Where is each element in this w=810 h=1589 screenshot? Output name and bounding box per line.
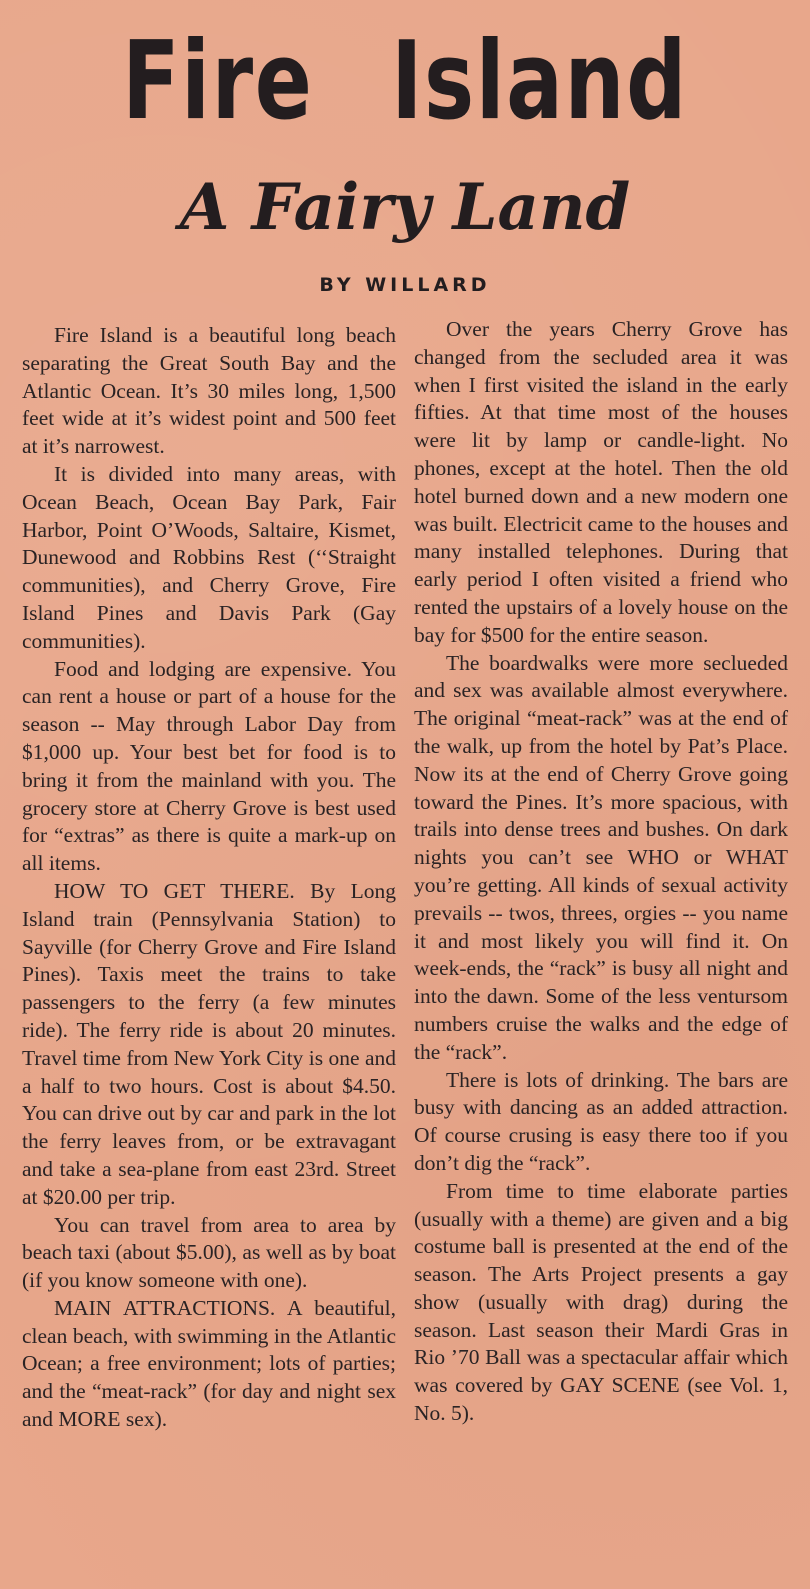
article-byline: BY WILLARD bbox=[319, 274, 491, 296]
right-column bbox=[414, 316, 788, 1428]
paragraph: It is divided into many areas, with Ocean Beach, Ocean Bay Park, Fair Harbor, Point O’Woods, Saltaire, Kismet, Dunewood and Robbins Rest (‘‘Straight communities), and Cherry Grove, Fire Island Pines and Davis Park (Gay communities). bbox=[22, 461, 396, 653]
paragraph: Fire Island is a beautiful long beach separating the Great South Bay and the Atlantic Ocean. It’s 30 miles long, 1,500 feet wide at it’s widest point and 500 feet at it’s narrowest. bbox=[22, 323, 396, 459]
paragraph: MAIN ATTRACTIONS. A beautiful, clean beach, with swimming in the Atlantic Ocean; a free environment; lots of parties; and the “meat-rack” (for day and night sex and MORE sex). bbox=[22, 1295, 396, 1432]
paragraph: Food and lodging are expensive. You can rent a house or part of a house for the season -- May through Labor Day from $1,000 up. Your best bet for food is to bring it from the mainland with you. The grocery store at Cherry Grove is best used for “extras” as there is quite a mark-up on all items. bbox=[22, 656, 396, 876]
paragraph: There is lots of drinking. The bars are busy with dancing as an added attraction. Of course crusing is easy there too if you don’t dig the “rack”. bbox=[414, 1067, 788, 1175]
article-subtitle: A Fairy Land bbox=[179, 170, 631, 245]
left-column bbox=[22, 322, 396, 1434]
article-title: Fire Island bbox=[122, 19, 688, 144]
paragraph: Over the years Cherry Grove has changed from the secluded area it was when I first visited the island in the early fifties. At that time most of the houses were lit by lamp or candle-light. No phones, except at the hotel. Then the old hotel burned down and a new modern one was built. Electricit came to the houses and many installed telephones. During that early period I often visited a friend who rented the upstairs of a lovely house on the bay for $500 for the entire season. bbox=[414, 317, 788, 647]
paragraph: You can travel from area to area by beach taxi (about $5.00), as well as by boat (if you know someone with one). bbox=[22, 1212, 396, 1293]
paragraph: From time to time elaborate parties (usually with a theme) are given and a big costume ball is presented at the end of the season. The Arts Project presents a gay show (usually with drag) during the season. Last season their Mardi Gras in Rio ’70 Ball was a spectacular affair which was covered by GAY SCENE (see Vol. 1, No. 5). bbox=[414, 1178, 788, 1426]
paragraph: HOW TO GET THERE. By Long Island train (Pennsylvania Station) to Sayville (for Cherry Grove and Fire Island Pines). Taxis meet the trains to take passengers to the ferry (a few minutes ride). The ferry ride is about 20 minutes. Travel time from New York City is one and a half to two hours. Cost is about $4.50. You can drive out by car and park in the lot the ferry leaves from, or be extravagant and take a sea-plane from east 23rd. Street at $20.00 per trip. bbox=[22, 878, 396, 1209]
paragraph: The boardwalks were more seclueded and sex was available almost everywhere. The original “meat-rack” was at the end of the walk, up from the hotel by Pat’s Place. Now its at the end of Cherry Grove going toward the Pines. It’s more spacious, with trails into dense trees and bushes. On dark nights you can’t see WHO or WHAT you’re getting. All kinds of sexual activity prevails -- twos, threes, orgies -- you name it and most likely you will find it. On week-ends, the “rack” is busy all night and into the dawn. Some of the less ventursom numbers cruise the walks and the edge of the “rack”. bbox=[414, 650, 788, 1064]
